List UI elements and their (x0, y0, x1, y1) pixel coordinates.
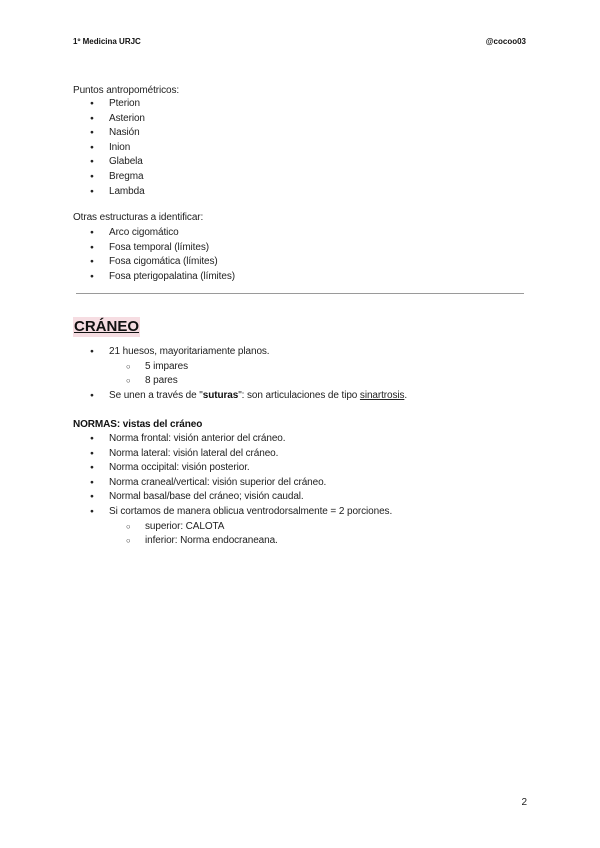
list-item: ● Inion (73, 141, 145, 156)
list-item: ● Norma craneal/vertical: visión superior del cráneo. (73, 476, 392, 491)
normas-list (73, 432, 392, 549)
normas-heading: NORMAS: vistas del cráneo (73, 419, 203, 430)
list-item: ● Pterion (73, 97, 145, 112)
otras-heading: Otras estructuras a identificar: (73, 212, 204, 223)
list-item: ● Arco cigomático (73, 226, 235, 241)
list-item: ● Norma occipital: visión posterior. (73, 461, 392, 476)
sinartrosis-link[interactable]: sinartrosis (359, 389, 405, 401)
list-item: ● Lambda (73, 185, 145, 200)
horizontal-divider (76, 293, 524, 294)
list-item: ● Glabela (73, 155, 145, 170)
list-item: ● Fosa pterigopalatina (límites) (73, 270, 235, 285)
list-item: ● Fosa temporal (límites) (73, 241, 235, 256)
puntos-list (73, 97, 145, 199)
suturas-pre: Se unen a través de " (109, 389, 203, 401)
sub-list-item: ○ inferior: Norma endocraneana. (73, 534, 392, 549)
list-item: ● Norma lateral: visión lateral del cráneo. (73, 447, 392, 462)
page-number: 2 (521, 797, 527, 808)
header-author: @cocoo03 (485, 37, 526, 46)
otras-list (73, 226, 235, 284)
list-item-suturas (73, 389, 407, 404)
list-item: ● Si cortamos de manera oblicua ventrodorsalmente = 2 porciones. (73, 505, 392, 520)
suturas-term: suturas (202, 389, 239, 401)
sub-list-item: ○ 5 impares (73, 360, 407, 375)
craneo-list (73, 345, 407, 403)
header-course: 1º Medicina URJC (73, 37, 141, 46)
sub-list-item: ○ superior: CALOTA (73, 520, 392, 535)
list-item: ● Bregma (73, 170, 145, 185)
list-item: ● Fosa cigomática (límites) (73, 255, 235, 270)
list-item: ● 21 huesos, mayoritariamente planos. (73, 345, 407, 360)
sub-list-item: ○ 8 pares (73, 374, 407, 389)
puntos-heading: Puntos antropométricos: (73, 85, 180, 96)
list-item: ● Asterion (73, 112, 145, 127)
suturas-mid: ": son articulaciones de tipo (238, 389, 360, 401)
suturas-end: . (404, 389, 408, 401)
section-title-craneo: CRÁNEO (74, 318, 140, 335)
list-item: ● Nasión (73, 126, 145, 141)
list-item: ● Normal basal/base del cráneo; visión caudal. (73, 490, 392, 505)
list-item: ● Norma frontal: visión anterior del cráneo. (73, 432, 392, 447)
